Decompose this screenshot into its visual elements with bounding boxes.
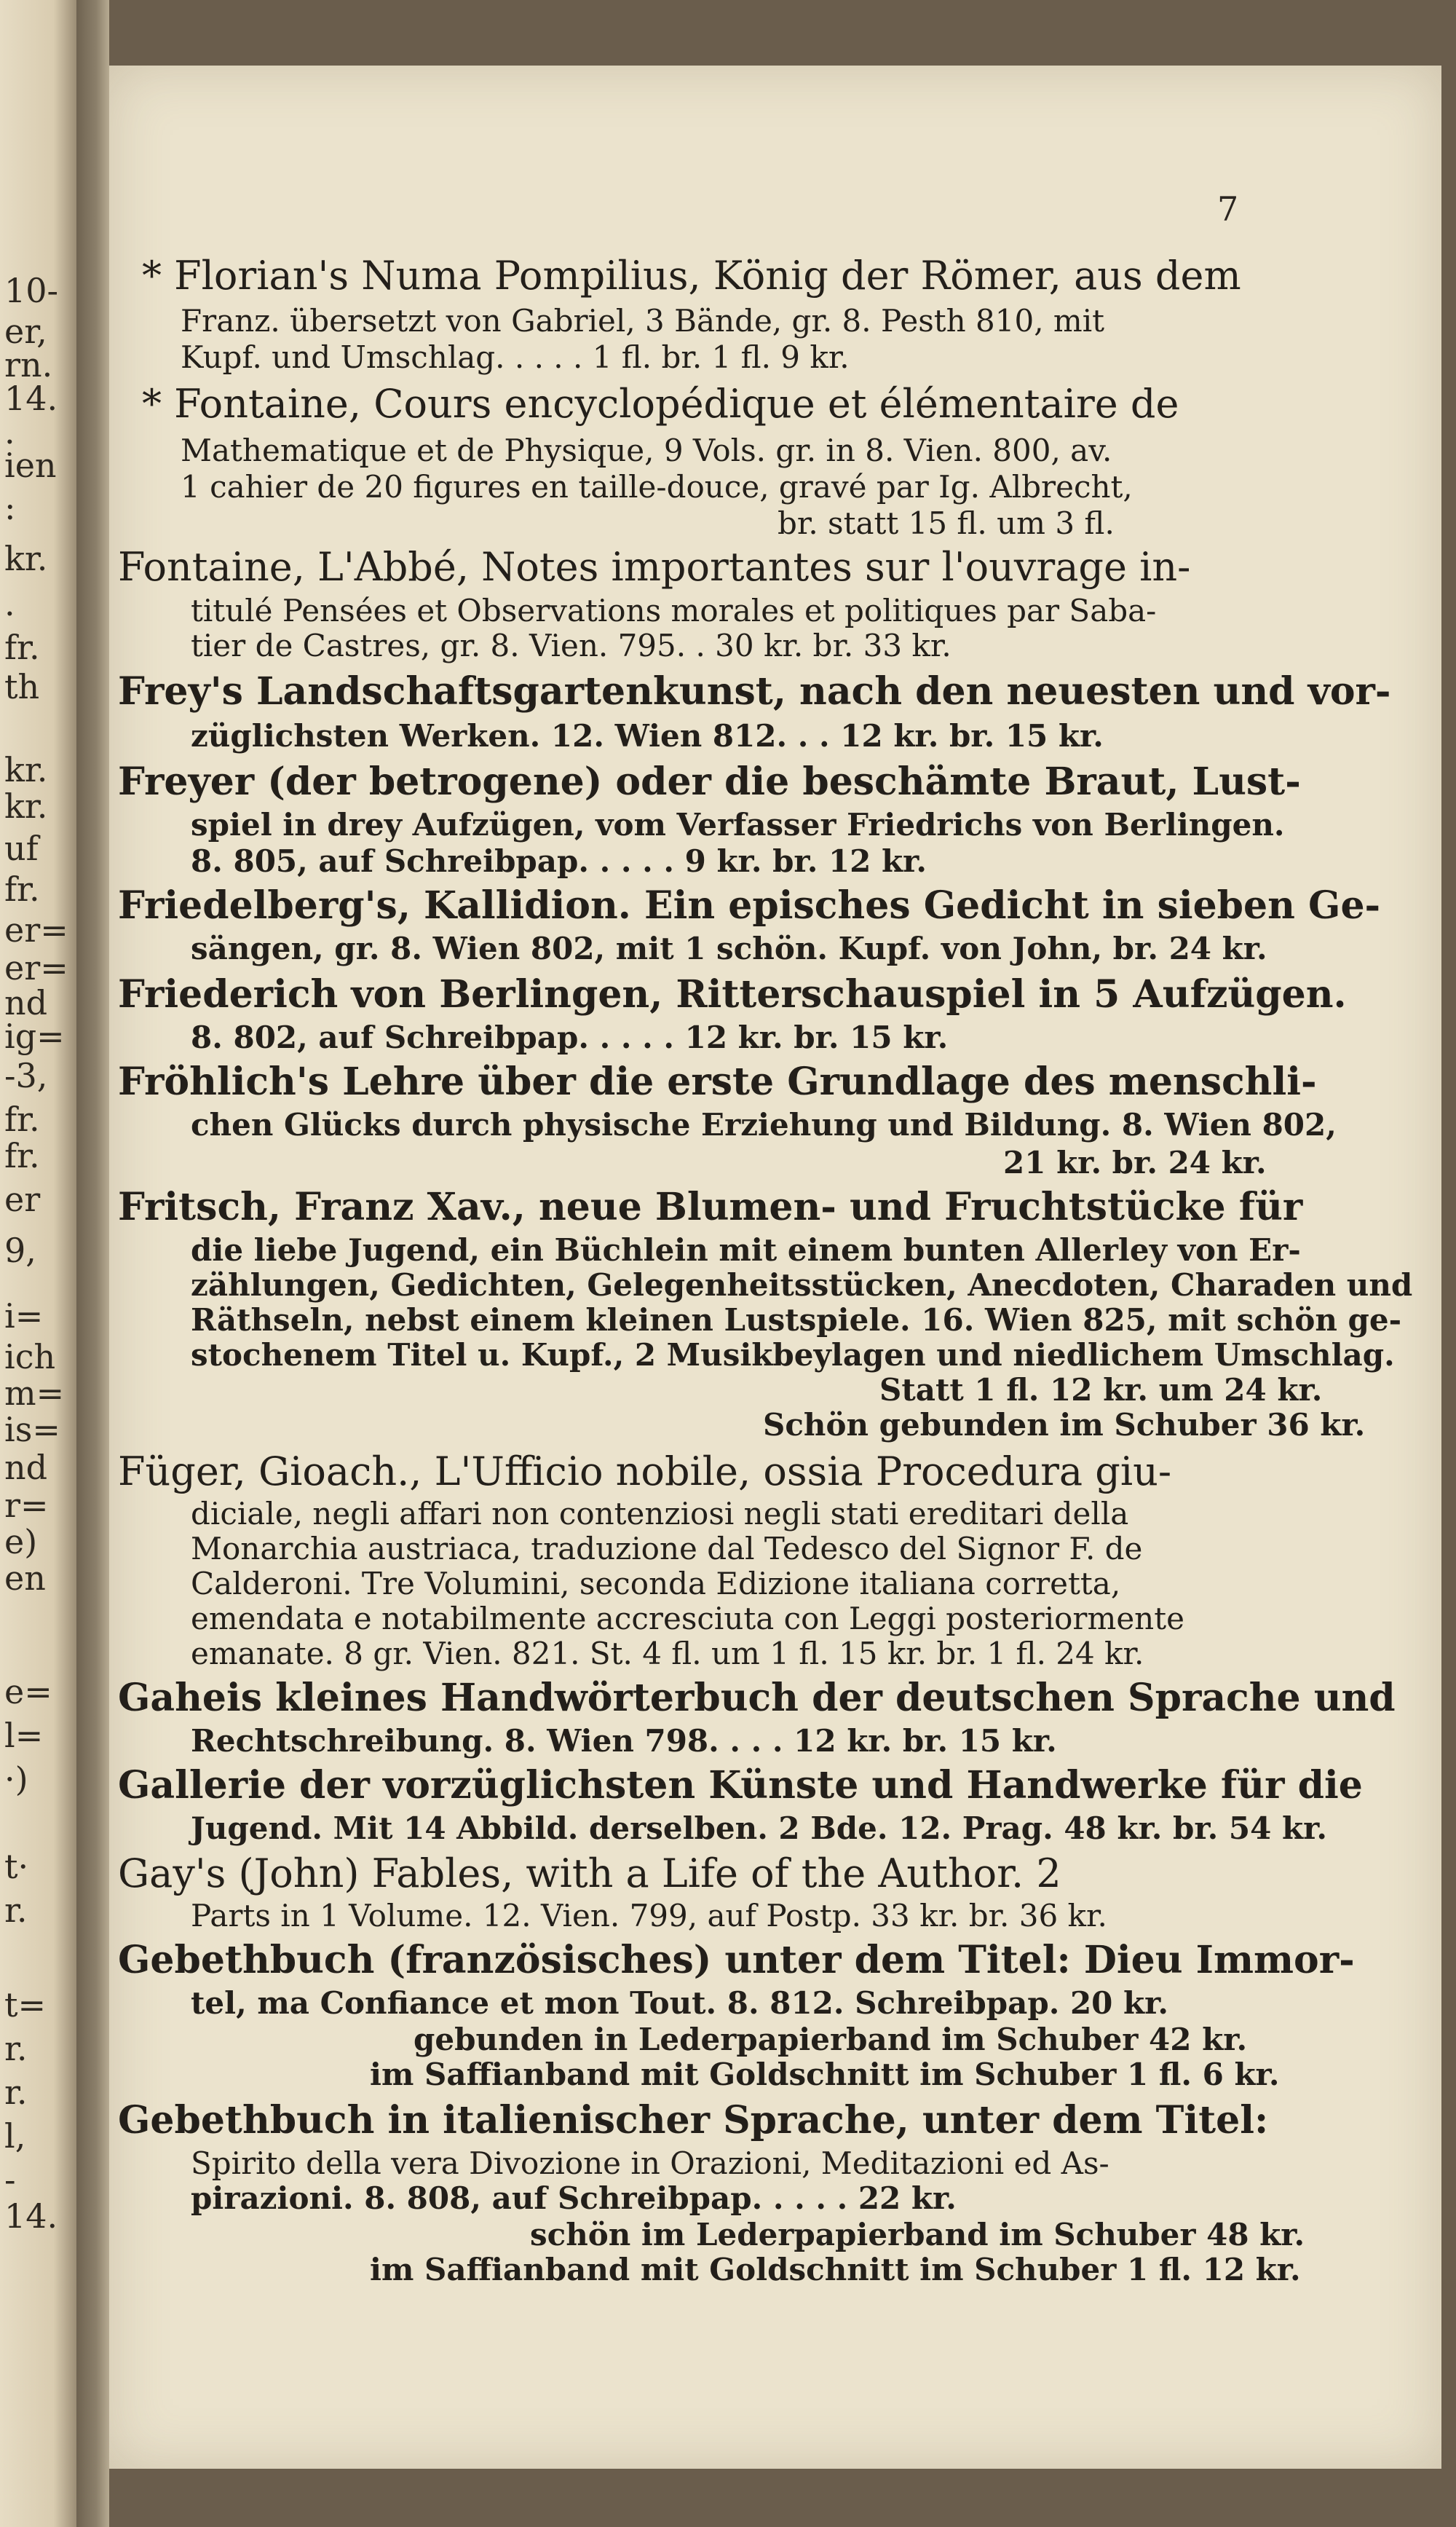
entry-price: schön im Lederpapierband im Schuber 48 kr.: [530, 2217, 1305, 2252]
left-page-fragment: fr.: [4, 870, 40, 909]
left-page-fragment: kr.: [4, 787, 48, 826]
entry-price: Schön gebunden im Schuber 36 kr.: [763, 1407, 1366, 1443]
page-number: 7: [1217, 189, 1239, 229]
left-page-fragment: r.: [4, 2073, 28, 2112]
left-page-fragment: kr.: [4, 750, 48, 789]
entry-heading: Gay's (John) Fables, with a Life of the Author. 2: [118, 1850, 1061, 1896]
entry-heading: Gallerie der vorzüglichsten Künste und Handwerke für die: [118, 1763, 1363, 1807]
left-page-fragment: .: [4, 412, 15, 452]
left-page-fragment: er: [4, 1180, 41, 1219]
entry-heading: Fontaine, L'Abbé, Notes importantes sur l'ouvrage in-: [118, 544, 1191, 590]
left-page-fragment: :: [4, 488, 16, 527]
entry-heading: Gaheis kleines Handwörterbuch der deutschen Sprache und: [118, 1676, 1396, 1720]
entry-text: Räthseln, nebst einem kleinen Lustspiele. 16. Wien 825, mit schön ge-: [191, 1302, 1402, 1338]
entry-text: emanate. 8 gr. Vien. 821. St. 4 fl. um 1 fl. 15 kr. br. 1 fl. 24 kr.: [191, 1636, 1144, 1671]
entry-text: züglichsten Werken. 12. Wien 812. . . 12 kr. br. 15 kr.: [191, 718, 1104, 754]
entry-text: 8. 802, auf Schreibpap. . . . . 12 kr. br. 15 kr.: [191, 1020, 949, 1055]
entry-text: tier de Castres, gr. 8. Vien. 795. . 30 kr. br. 33 kr.: [191, 628, 951, 663]
entry-text: zählungen, Gedichten, Gelegenheitsstücken, Anecdoten, Charaden und: [191, 1267, 1413, 1303]
left-page-fragment: er=: [4, 910, 68, 950]
left-page-fragment: uf: [4, 829, 39, 868]
left-page-fragment: e=: [4, 1672, 52, 1711]
left-page-fragment: t·: [4, 1847, 29, 1886]
left-page-fragment: nd: [4, 1448, 48, 1487]
entry-text: Mathematique et de Physique, 9 Vols. gr. in 8. Vien. 800, av.: [181, 433, 1112, 468]
left-page-fragment: ·): [4, 1759, 28, 1799]
left-page-fragment: m=: [4, 1373, 65, 1413]
entry-text: 1 cahier de 20 figures en taille-douce, gravé par Ig. Albrecht,: [181, 469, 1133, 505]
left-page-fragment: r.: [4, 2029, 28, 2068]
left-page-fragment: is=: [4, 1410, 60, 1449]
left-page-fragment: ien: [4, 446, 57, 485]
entry-heading: * Fontaine, Cours encyclopédique et élémentaire de: [142, 381, 1179, 427]
entry-text: Jugend. Mit 14 Abbild. derselben. 2 Bde. 12. Prag. 48 kr. br. 54 kr.: [191, 1810, 1327, 1846]
entry-heading: Freyer (der betrogene) oder die beschämte Braut, Lust-: [118, 760, 1301, 804]
left-page-fragment: ig=: [4, 1017, 65, 1056]
entry-text: stochenem Titel u. Kupf., 2 Musikbeylagen und niedlichem Umschlag.: [191, 1337, 1395, 1373]
left-page-fragment: 14.: [4, 2196, 58, 2236]
entry-text: Rechtschreibung. 8. Wien 798. . . . 12 kr. br. 15 kr.: [191, 1723, 1057, 1759]
entry-text: sängen, gr. 8. Wien 802, mit 1 schön. Kupf. von John, br. 24 kr.: [191, 931, 1267, 966]
entry-price: Statt 1 fl. 12 kr. um 24 kr.: [879, 1372, 1323, 1408]
left-page-fragment: kr.: [4, 539, 48, 578]
entry-text: spiel in drey Aufzügen, vom Verfasser Friedrichs von Berlingen.: [191, 807, 1285, 843]
left-page-fragment: 10-: [4, 271, 59, 310]
entry-text: Spirito della vera Divozione in Orazioni, Meditazioni ed As-: [191, 2145, 1109, 2181]
book-gutter: [76, 0, 109, 2527]
left-page-fragment: fr.: [4, 1100, 40, 1139]
entry-text: pirazioni. 8. 808, auf Schreibpap. . . . . 22 kr.: [191, 2180, 957, 2216]
entry-text: chen Glücks durch physische Erziehung und Bildung. 8. Wien 802,: [191, 1107, 1337, 1143]
entry-heading: Friederich von Berlingen, Ritterschauspiel in 5 Aufzügen.: [118, 972, 1347, 1017]
entry-text: titulé Pensées et Observations morales et politiques par Saba-: [191, 593, 1157, 628]
entry-text: tel, ma Confiance et mon Tout. 8. 812. Schreibpap. 20 kr.: [191, 1985, 1169, 2021]
left-page-fragment: 14.: [4, 379, 58, 418]
left-page-edge: [0, 0, 76, 2527]
entry-text: Franz. übersetzt von Gabriel, 3 Bände, gr. 8. Pesth 810, mit: [181, 303, 1105, 339]
left-page-fragment: -: [4, 2160, 16, 2199]
left-page-fragment: en: [4, 1558, 46, 1598]
entry-heading: Gebethbuch in italienischer Sprache, unter dem Titel:: [118, 2098, 1269, 2142]
left-page-fragment: ich: [4, 1337, 56, 1376]
left-page-fragment: fr.: [4, 628, 40, 667]
left-page-fragment: l=: [4, 1716, 44, 1755]
entry-text: Kupf. und Umschlag. . . . . 1 fl. br. 1 fl. 9 kr.: [181, 339, 850, 375]
entry-price: gebunden in Lederpapierband im Schuber 42 kr.: [414, 2022, 1248, 2057]
left-page-fragment: er=: [4, 948, 68, 987]
entry-heading: Fritsch, Franz Xav., neue Blumen- und Fruchtstücke für: [118, 1185, 1303, 1229]
entry-text: emendata e notabilmente accresciuta con Leggi posteriormente: [191, 1601, 1184, 1636]
left-page-fragment: 9,: [4, 1231, 36, 1270]
left-page-fragment: th: [4, 667, 40, 706]
entry-price: 21 kr. br. 24 kr.: [1003, 1145, 1267, 1180]
left-page-fragment: .: [4, 584, 15, 623]
entry-text: Monarchia austriaca, traduzione dal Tedesco del Signor F. de: [191, 1531, 1143, 1566]
entry-heading: Frey's Landschaftsgartenkunst, nach den neuesten und vor-: [118, 669, 1391, 714]
left-page-fragment: t=: [4, 1985, 47, 2025]
left-page-fragment: i=: [4, 1296, 44, 1336]
left-page-fragment: nd: [4, 983, 48, 1022]
left-page-fragment: r=: [4, 1486, 49, 1525]
entry-text: die liebe Jugend, ein Büchlein mit einem bunten Allerley von Er-: [191, 1232, 1301, 1268]
left-page-fragment: rn.: [4, 345, 53, 385]
entry-heading: Gebethbuch (französisches) unter dem Titel: Dieu Immor-: [118, 1938, 1355, 1982]
entry-heading: * Florian's Numa Pompilius, König der Römer, aus dem: [142, 253, 1241, 299]
entry-price: br. statt 15 fl. um 3 fl.: [778, 505, 1115, 541]
left-page-fragment: e): [4, 1522, 38, 1561]
entry-heading: Friedelberg's, Kallidion. Ein episches Gedicht in sieben Ge-: [118, 883, 1381, 928]
left-page-fragment: r.: [4, 1891, 28, 1930]
entry-text: diciale, negli affari non contenziosi negli stati ereditari della: [191, 1496, 1129, 1531]
entry-price: im Saffianband mit Goldschnitt im Schuber 1 fl. 6 kr.: [370, 2057, 1280, 2092]
entry-text: Calderoni. Tre Volumini, seconda Edizione italiana corretta,: [191, 1566, 1121, 1601]
entry-text: Parts in 1 Volume. 12. Vien. 799, auf Postp. 33 kr. br. 36 kr.: [191, 1898, 1107, 1933]
left-page-fragment: -3,: [4, 1056, 48, 1095]
entry-price: im Saffianband mit Goldschnitt im Schuber 1 fl. 12 kr.: [370, 2252, 1301, 2287]
left-page-fragment: fr.: [4, 1136, 40, 1175]
entry-text: 8. 805, auf Schreibpap. . . . . 9 kr. br. 12 kr.: [191, 843, 927, 879]
entry-heading: Fröhlich's Lehre über die erste Grundlage des menschli-: [118, 1060, 1317, 1104]
left-page-fragment: l,: [4, 2116, 26, 2156]
left-page-fragment: er,: [4, 312, 47, 351]
entry-heading: Füger, Gioach., L'Ufficio nobile, ossia Procedura giu-: [118, 1448, 1172, 1494]
